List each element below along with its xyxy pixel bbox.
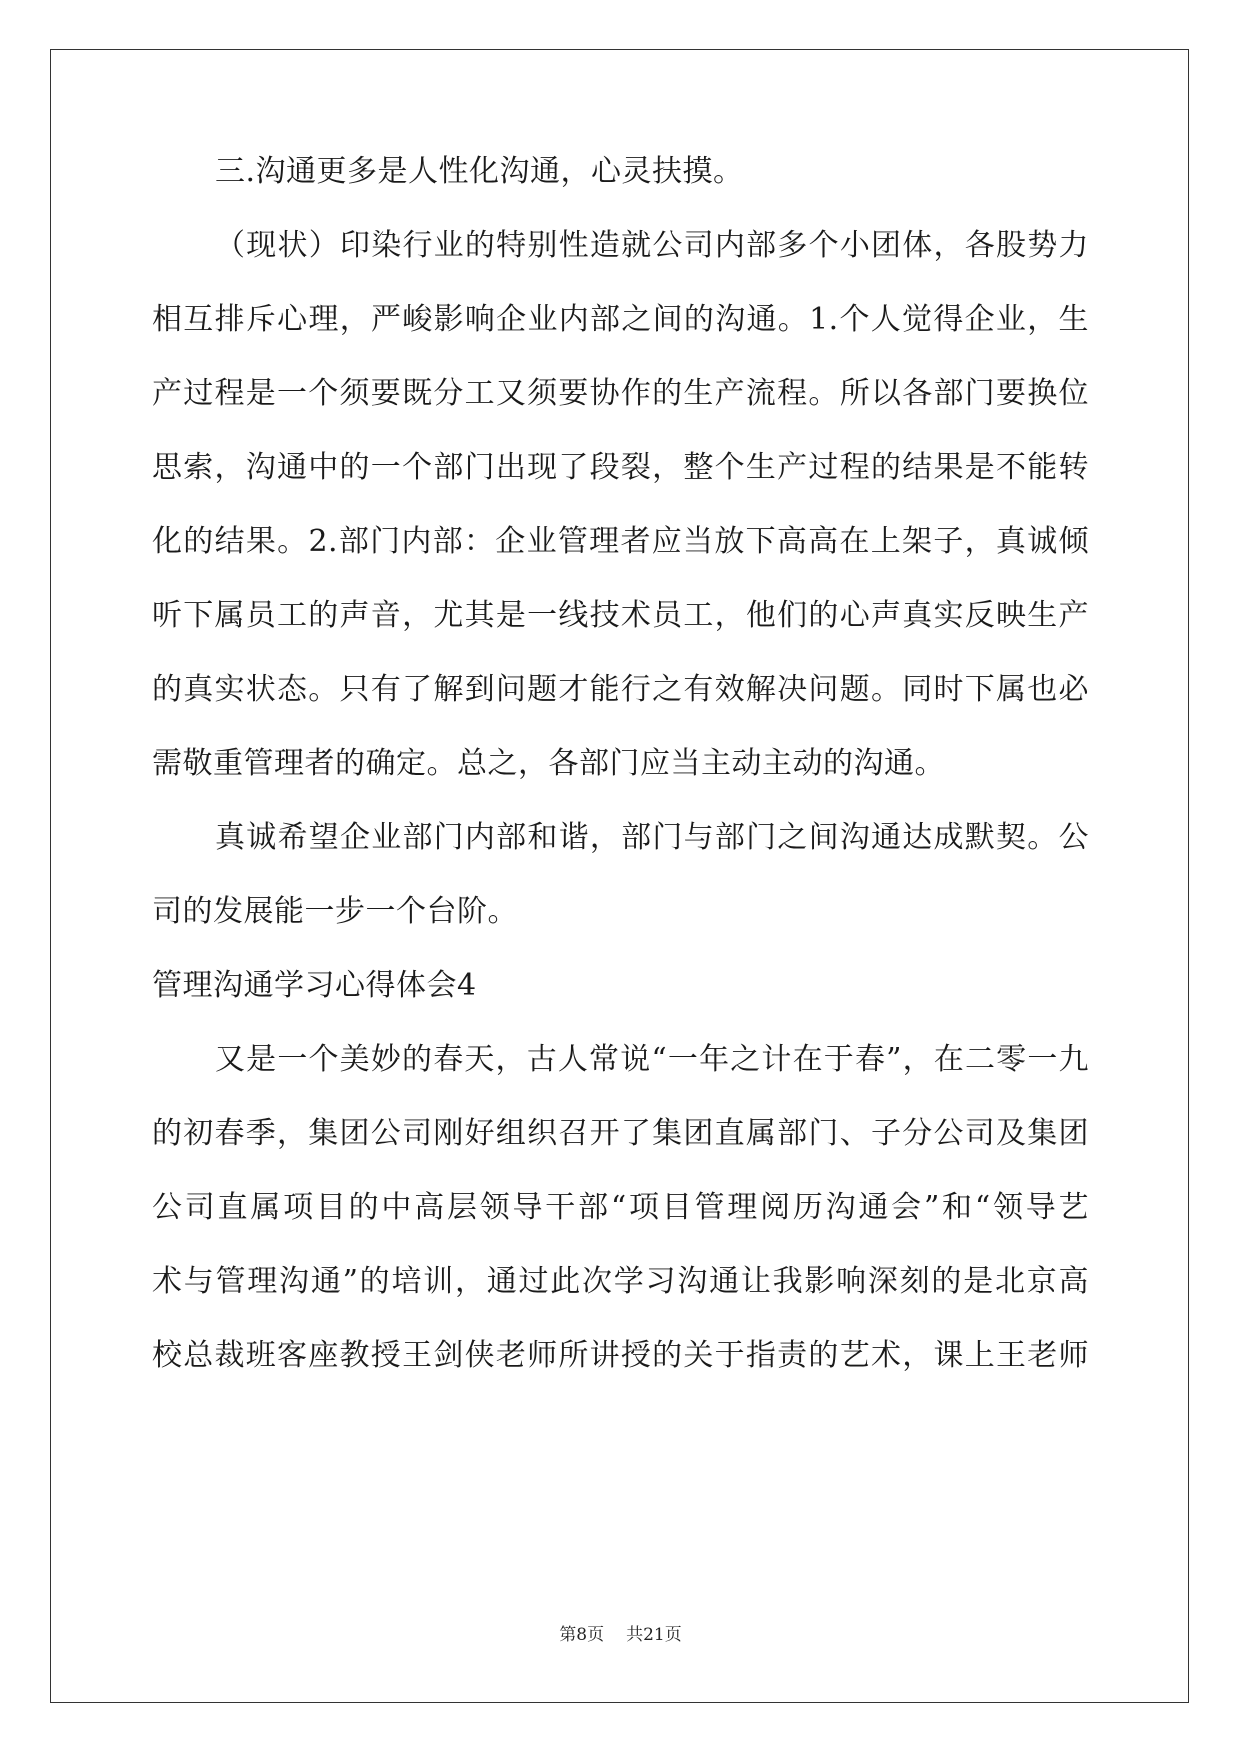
page-border xyxy=(50,49,1189,1703)
page-number-total: 共21页 xyxy=(626,1625,682,1645)
paragraph-line: 思索，沟通中的一个部门出现了段裂，整个生产过程的结果是不能转 xyxy=(152,450,1089,485)
paragraph-line: 的初春季，集团公司刚好组织召开了集团直属部门、子分公司及集团 xyxy=(152,1116,1089,1151)
paragraph-line: 术与管理沟通”的培训，通过此次学习沟通让我影响深刻的是北京高 xyxy=(152,1264,1089,1299)
paragraph-line: 司的发展能一步一个台阶。 xyxy=(152,894,518,929)
page-footer xyxy=(0,1620,1241,1645)
paragraph-line: （现状）印染行业的特别性造就公司内部多个小团体，各股势力 xyxy=(215,228,1089,263)
paragraph-line: 的真实状态。只有了解到问题才能行之有效解决问题。同时下属也必 xyxy=(152,672,1089,707)
paragraph-line: 校总裁班客座教授王剑侠老师所讲授的关于指责的艺术，课上王老师 xyxy=(152,1338,1089,1373)
paragraph-line: 相互排斥心理，严峻影响企业内部之间的沟通。1.个人觉得企业，生 xyxy=(152,302,1089,337)
section-heading: 管理沟通学习心得体会4 xyxy=(152,968,477,1003)
paragraph-line: 化的结果。2.部门内部：企业管理者应当放下高高在上架子，真诚倾 xyxy=(152,524,1089,559)
paragraph-line: 又是一个美妙的春天，古人常说“一年之计在于春”，在二零一九 xyxy=(215,1042,1089,1077)
page-number-current: 第8页 xyxy=(559,1625,605,1645)
paragraph-line: 需敬重管理者的确定。总之，各部门应当主动主动的沟通。 xyxy=(152,746,945,781)
paragraph-line: 真诚希望企业部门内部和谐，部门与部门之间沟通达成默契。公 xyxy=(215,820,1089,855)
paragraph-line: 听下属员工的声音，尤其是一线技术员工，他们的心声真实反映生产 xyxy=(152,598,1089,633)
paragraph-line: 公司直属项目的中高层领导干部“项目管理阅历沟通会”和“领导艺 xyxy=(152,1190,1089,1225)
paragraph-line: 产过程是一个须要既分工又须要协作的生产流程。所以各部门要换位 xyxy=(152,376,1089,411)
paragraph-line: 三.沟通更多是人性化沟通，心灵扶摸。 xyxy=(215,154,744,189)
